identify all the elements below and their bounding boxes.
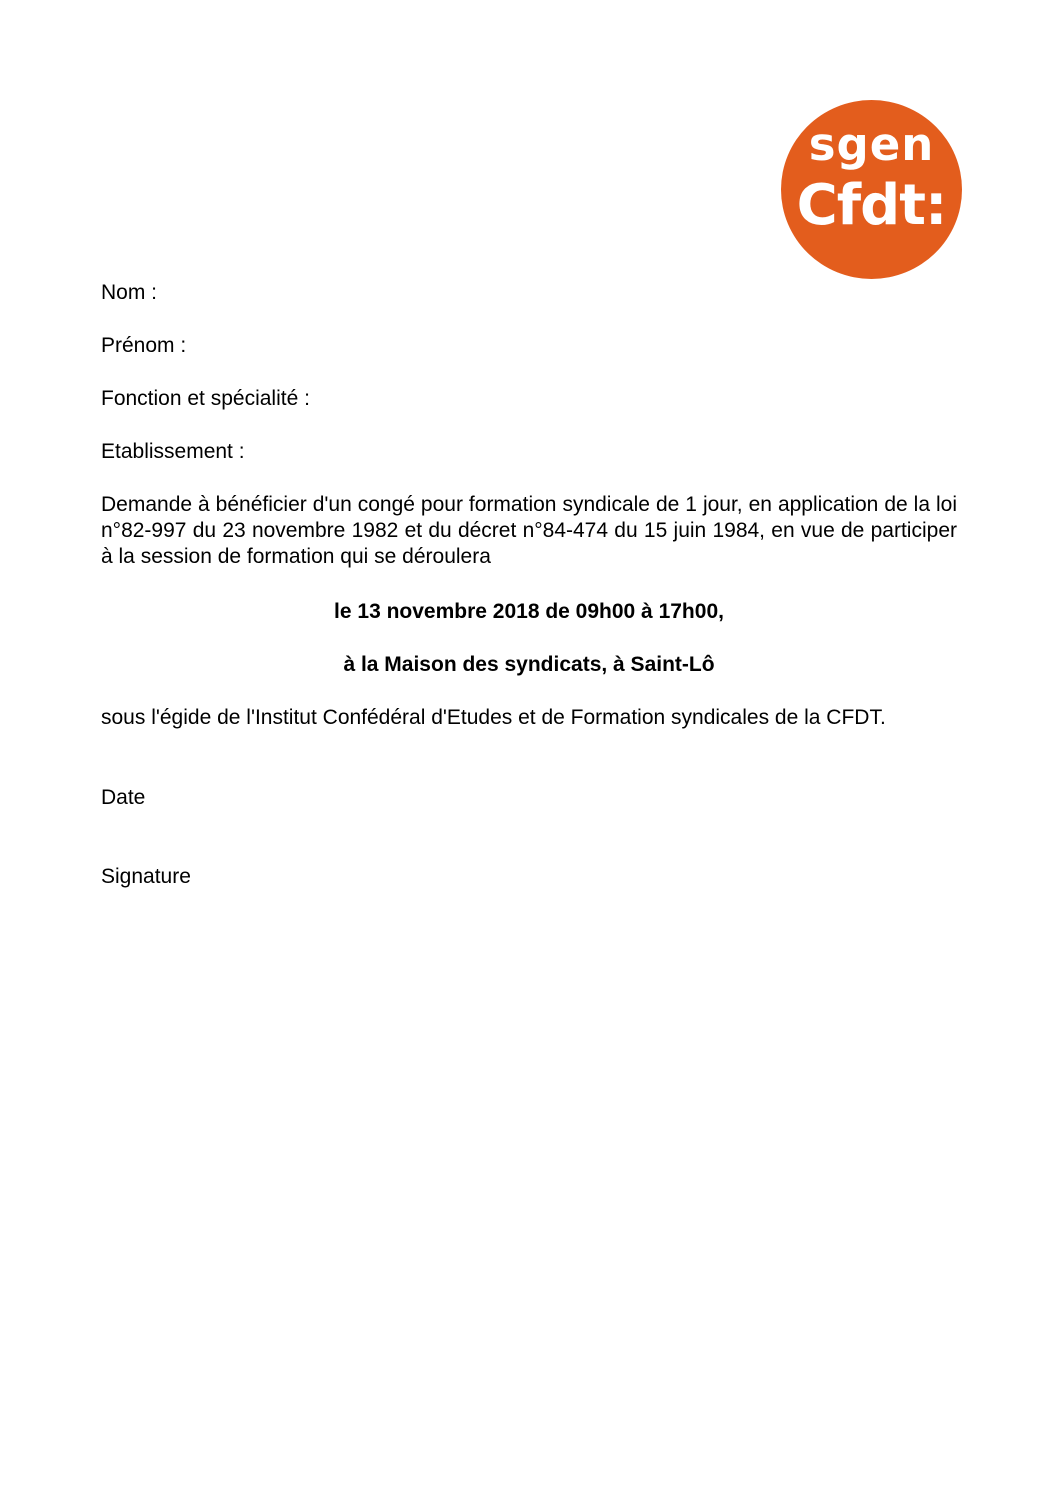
date-label: Date (101, 786, 146, 809)
session-date-time: le 13 novembre 2018 de 09h00 à 17h00, (334, 600, 724, 623)
signature-label: Signature (101, 865, 191, 888)
session-location: à la Maison des syndicats, à Saint-Lô (343, 653, 715, 676)
auspices-paragraph: sous l'égide de l'Institut Confédéral d'Etudes et de Formation syndicales de la CFDT. (101, 706, 886, 729)
logo-text-cfdt: Cfdt: (796, 173, 947, 238)
field-fonction: Fonction et spécialité : (101, 387, 310, 410)
request-paragraph: Demande à bénéficier d'un congé pour formation syndicale de 1 jour, en application de la loi n°82-997 du 23 novembre 1982 et du décret n°84-474 du 15 juin 1984, en vue de participer à la session de formation qui se déroulera (101, 493, 957, 568)
field-nom: Nom : (101, 281, 158, 304)
logo-text-sgen: sgen (808, 118, 935, 171)
field-prenom: Prénom : (101, 334, 187, 357)
sgen-cfdt-logo (781, 100, 962, 279)
field-etablissement: Etablissement : (101, 440, 245, 463)
